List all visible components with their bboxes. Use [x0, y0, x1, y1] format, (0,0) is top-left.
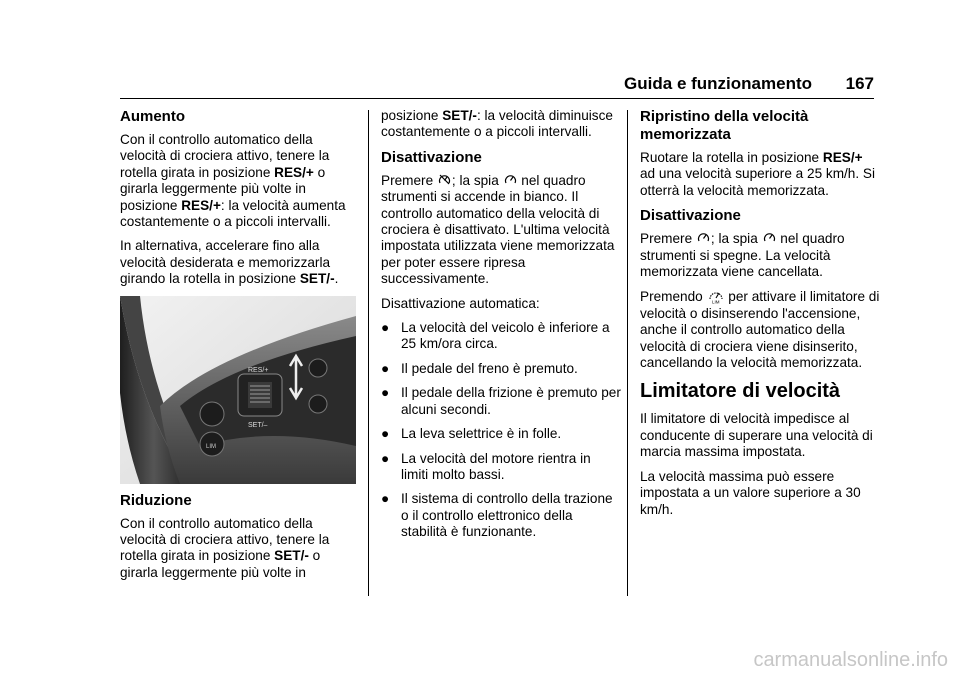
- paragraph-limitatore-1: Il limitatore di velocità impedisce al conducente di superare una velocità di marcia massima impostata.: [640, 411, 873, 460]
- list-item: ● La leva selettrice è in folle.: [381, 426, 562, 442]
- image-label-res: RES/+: [248, 366, 269, 374]
- paragraph-auto-off: Disattivazione automatica:: [381, 295, 540, 311]
- cruise-control-icon: [697, 231, 710, 244]
- cruise-off-icon: [438, 173, 451, 186]
- speed-limiter-icon: [708, 288, 724, 304]
- heading-ripristino: Ripristino della velocità memorizzata: [640, 108, 809, 143]
- column-1: [120, 108, 360, 589]
- paragraph-premendo: Premendo LIM per attivare il limitatore di velocità o disinserendo l'accensione, anche il controllo automatico della velocità di crociera viene disinserito, cancellando la velocità memorizzata.: [640, 289, 880, 371]
- paragraph-riduzione-cont: posizione SET/-: la velocità diminuisce costantemente o a piccoli intervalli.: [381, 108, 613, 140]
- list-item: ● Il pedale della frizione è premuto per alcuni secondi.: [381, 385, 621, 417]
- cruise-control-indicator-icon: [763, 231, 776, 244]
- paragraph-disattivazione-2: Premere ; la spia nel quadro strumenti si spegne. La velocità memorizzata viene cancellata.: [640, 231, 845, 280]
- steering-wheel-controls-image: [120, 296, 356, 484]
- heading-aumento: Aumento: [120, 108, 185, 125]
- column-3: [640, 108, 880, 526]
- heading-limitatore: Limitatore di velocità: [640, 380, 841, 403]
- cruise-control-indicator-icon: [504, 173, 517, 186]
- paragraph-limitatore-2: La velocità massima può essere impostata a un valore superiore a 30 km/h.: [640, 468, 861, 517]
- paragraph-disattivazione: Premere ; la spia nel quadro strumenti si accende in bianco. Il controllo automatico della velocità di crociera è disattivato. L'ultima velocità impostata utilizzata viene memorizzata per poter essere ripresa successivamente.: [381, 172, 615, 287]
- column-divider-1: [368, 110, 369, 596]
- paragraph-aumento-1: Con il controllo automatico della velocità di crociera attivo, tenere la rotella girata in posizione RES/+ o girarla leggermente più volte in posizione RES/+: la velocità aumenta costantemente o a piccoli intervalli.: [120, 132, 346, 230]
- heading-disattivazione: Disattivazione: [381, 148, 482, 166]
- list-item: ● La velocità del veicolo è inferiore a 25 km/ora circa.: [381, 320, 610, 352]
- watermark: carmanualsonline.info: [753, 649, 948, 671]
- column-divider-2: [627, 110, 628, 596]
- paragraph-ripristino: Ruotare la rotella in posizione RES/+ ad una velocità superiore a 25 km/h. Si otterrà la velocità memorizzata.: [640, 150, 876, 198]
- list-item: ● Il sistema di controllo della trazione o il controllo elettronico della stabilità è funzionante.: [381, 491, 613, 540]
- heading-disattivazione-2: Disattivazione: [640, 207, 741, 225]
- column-2: [381, 108, 621, 549]
- paragraph-riduzione: Con il controllo automatico della velocità di crociera attivo, tenere la rotella girata in posizione SET/- o girarla leggermente più volte in: [120, 515, 330, 580]
- paragraph-aumento-2: In alternativa, accelerare fino alla velocità desiderata e memorizzarla girando la rotella in posizione SET/-.: [120, 238, 339, 287]
- header-rule: [120, 98, 874, 99]
- list-item: ● Il pedale del freno è premuto.: [381, 360, 578, 376]
- image-label-lim: LIM: [206, 443, 217, 450]
- bullet-list: [381, 320, 621, 540]
- image-label-set: SET/–: [248, 421, 268, 429]
- page-header-section: Guida e funzionamento: [624, 74, 812, 93]
- svg-text:LIM: LIM: [711, 299, 720, 305]
- list-item: ● La velocità del motore rientra in limiti molto bassi.: [381, 450, 591, 482]
- heading-riduzione: Riduzione: [120, 491, 192, 509]
- page-number: 167: [845, 74, 874, 93]
